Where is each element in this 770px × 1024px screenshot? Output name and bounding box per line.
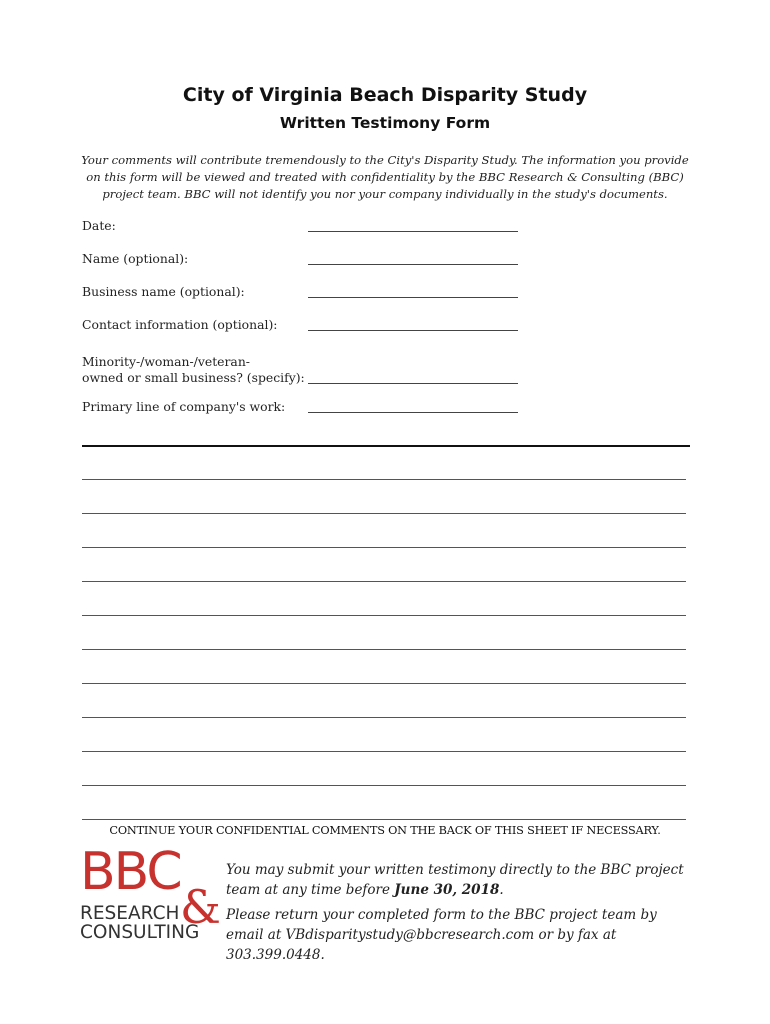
bbc-logo (80, 842, 221, 944)
comment-line[interactable] (82, 615, 686, 616)
business-type-field (82, 352, 522, 388)
intro-paragraph: Your comments will contribute tremendously to the City's Disparity Study. The information you provide on this form will be viewed and treated with confidentiality by the BBC Research & Consulting (BBC) project team. BBC will not identify you nor your company individually in the study's documents. (81, 153, 689, 201)
date-label: Date: (82, 218, 116, 233)
comment-line[interactable] (82, 581, 686, 582)
deadline-date: June 30, 2018 (394, 882, 500, 898)
business-type-label-line2: owned or small business? (specify): (82, 370, 305, 385)
date-field (82, 216, 522, 236)
comment-line[interactable] (82, 513, 686, 514)
continue-note: CONTINUE YOUR CONFIDENTIAL COMMENTS ON THE BACK OF THIS SHEET IF NECESSARY. (109, 824, 661, 837)
submit-note-text: You may submit your written testimony directly to the BBC project team at any time before (226, 862, 684, 898)
contact-info-label: Contact information (optional): (82, 317, 278, 332)
name-line[interactable] (308, 264, 518, 265)
date-line[interactable] (308, 231, 518, 232)
company-work-field (82, 397, 522, 417)
business-name-label: Business name (optional): (82, 284, 245, 299)
comment-line[interactable] (82, 683, 686, 684)
submit-note-end: . (499, 882, 504, 898)
logo-ampersand: & (180, 880, 221, 934)
business-name-line[interactable] (308, 297, 518, 298)
name-label: Name (optional): (82, 251, 189, 266)
comment-line[interactable] (82, 785, 686, 786)
name-field (82, 249, 522, 269)
section-divider (82, 445, 690, 447)
logo-bbc-text: BBC (80, 842, 181, 902)
business-type-line[interactable] (308, 383, 518, 384)
logo-consulting-text: CONSULTING (80, 922, 200, 943)
comment-line[interactable] (82, 717, 686, 718)
contact-info-field (82, 315, 522, 335)
contact-info-line[interactable] (308, 330, 518, 331)
comment-line[interactable] (82, 547, 686, 548)
company-work-label: Primary line of company's work: (82, 399, 286, 414)
comment-line[interactable] (82, 649, 686, 650)
logo-research-text: RESEARCH (80, 903, 180, 924)
return-note: Please return your completed form to the BBC project team by email at VBdisparitystudy@bbcresearch.com or by fax at 303.399.0448. (226, 907, 657, 963)
comment-line[interactable] (82, 751, 686, 752)
company-work-line[interactable] (308, 412, 518, 413)
business-type-label-line1: Minority-/woman-/veteran- (82, 354, 250, 369)
form-subtitle: Written Testimony Form (279, 114, 491, 132)
comment-line[interactable] (82, 819, 686, 820)
comment-line[interactable] (82, 479, 686, 480)
submit-note (226, 860, 686, 900)
business-name-field (82, 282, 522, 302)
form-title: City of Virginia Beach Disparity Study (182, 84, 588, 106)
